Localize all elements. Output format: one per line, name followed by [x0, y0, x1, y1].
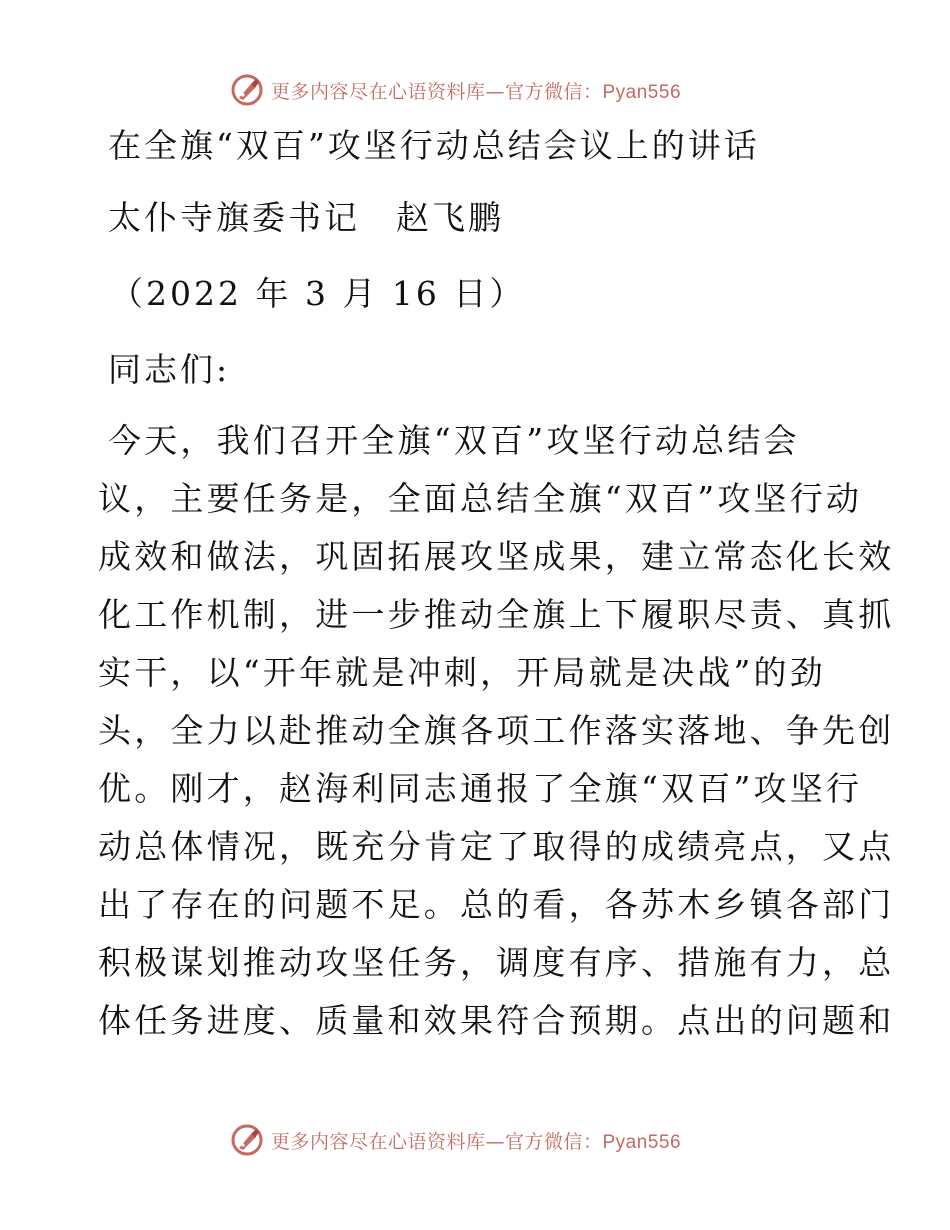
watermark-brand: 更多内容尽在心语资料库 — [270, 80, 486, 103]
document-title: 在全旗“双百”攻坚行动总结会议上的讲话 — [108, 126, 760, 165]
body-line: 今天，我们召开全旗“双百”攻坚行动总结会 — [108, 421, 800, 460]
body-line: 体任务进度、质量和效果符合预期。点出的问题和 — [98, 1001, 895, 1040]
pen-nib-circle-icon — [229, 72, 265, 108]
watermark-wechat-label: 官方微信： — [504, 1130, 603, 1153]
watermark-text — [271, 77, 681, 104]
header-watermark — [0, 72, 950, 108]
watermark-separator: — — [485, 80, 505, 103]
watermark-account: Pyan556 — [602, 1131, 682, 1153]
body-line: 成效和做法，巩固拓展攻坚成果，建立常态化长效 — [98, 537, 895, 576]
document-author: 太仆寺旗委书记 赵飞鹏 — [108, 198, 504, 237]
watermark-separator: — — [485, 1130, 505, 1153]
watermark-account: Pyan556 — [602, 81, 682, 103]
body-line: 优。刚才，赵海利同志通报了全旗“双百”攻坚行 — [98, 769, 863, 808]
document-body — [98, 421, 895, 1059]
footer-watermark — [0, 1122, 950, 1158]
body-line: 化工作机制，进一步推动全旗上下履职尽责、真抓 — [98, 595, 895, 634]
pen-nib-circle-icon — [229, 1122, 265, 1158]
watermark-text — [271, 1127, 681, 1154]
watermark-wechat-label: 官方微信： — [504, 80, 603, 103]
body-line: 议，主要任务是，全面总结全旗“双百”攻坚行动 — [98, 479, 863, 518]
watermark-brand: 更多内容尽在心语资料库 — [270, 1130, 486, 1153]
body-line: 积极谋划推动攻坚任务，调度有序、措施有力，总 — [98, 943, 895, 982]
body-line: 动总体情况，既充分肯定了取得的成绩亮点，又点 — [98, 827, 895, 866]
body-line: 头，全力以赴推动全旗各项工作落实落地、争先创 — [98, 711, 895, 750]
document-greeting: 同志们: — [108, 350, 231, 389]
body-line: 出了存在的问题不足。总的看，各苏木乡镇各部门 — [98, 885, 895, 924]
document-date: （2022 年 3 月 16 日） — [110, 274, 526, 313]
body-line: 实干，以“开年就是冲刺，开局就是决战”的劲 — [98, 653, 826, 692]
